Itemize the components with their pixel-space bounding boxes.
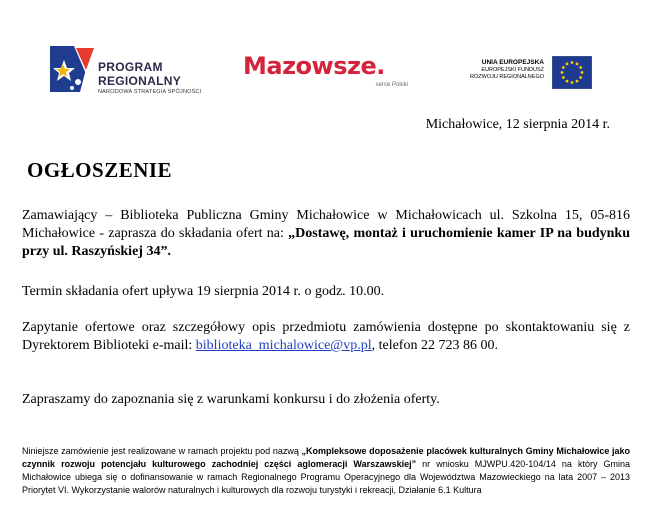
contact-paragraph [22, 319, 630, 355]
email-link[interactable]: biblioteka_michalowice@vp.pl [195, 338, 372, 353]
eu-logo [452, 56, 602, 96]
mazowsze-tagline: serce Polski [375, 82, 408, 88]
announcement-text: Zamawiający – Biblioteka Publiczna Gminy Michałowice w Michałowicach ul. Szkolna 15, 05-816 Michałowice - zaprasza do składania ofert na: [22, 208, 630, 241]
footer-note [22, 445, 630, 497]
eu-star [561, 71, 564, 74]
invitation-paragraph: Zapraszamy do zapoznania się z warunkami konkursu i do złożenia oferty. [22, 392, 440, 407]
program-regionalny-sub: NARODOWA STRATEGIA SPÓJNOŚCI [98, 89, 202, 95]
mazowsze-wordmark: Mazowsze. [243, 52, 385, 80]
eu-line2: EUROPEJSKI FUNDUSZ [481, 67, 544, 73]
footer-project-name: „Kompleksowe doposażenie placówek kulturalnych Gminy Michałowice jako czynnik rozwoju potencjału kulturowego zachodniej części aglomeracji Warszawskiej” [22, 446, 630, 469]
eu-star [562, 76, 565, 79]
program-regionalny-logo [50, 42, 250, 102]
eu-star [562, 66, 565, 69]
contact-text: Zapytanie ofertowe oraz szczegółowy opis przedmiotu zamówienia dostępne po skontaktowaniu się z Dyrektorem Biblioteki e-mail: [22, 320, 630, 353]
footer-intro: Niniejsze zamówienie jest realizowane w ramach projektu pod nazwą [22, 446, 302, 456]
eu-star [579, 66, 582, 69]
eu-star [566, 62, 569, 65]
eu-star [576, 80, 579, 83]
page-title: OGŁOSZENIE [27, 158, 173, 182]
logo-bar [0, 0, 657, 110]
eu-star [579, 76, 582, 79]
eu-line3: ROZWOJU REGIONALNEGO [470, 74, 544, 80]
eu-star [571, 61, 574, 64]
program-regionalny-line1: PROGRAM [98, 60, 163, 74]
eu-star [576, 62, 579, 65]
eu-star [566, 80, 569, 83]
eu-line1: UNIA EUROPEJSKA [481, 59, 544, 66]
eu-star [571, 81, 574, 84]
announcement-subject: „Dostawę, montaż i uruchomienie kamer IP na budynku przy ul. Raszyńskiej 34”. [22, 226, 630, 259]
document-date: Michałowice, 12 sierpnia 2014 r. [425, 117, 610, 132]
eu-star [581, 71, 584, 74]
deadline-paragraph: Termin składania ofert upływa 19 sierpnia 2014 r. o godz. 10.00. [22, 284, 385, 299]
program-regionalny-line2: REGIONALNY [98, 74, 182, 88]
mazowsze-logo [243, 52, 418, 97]
eu-flag-icon [552, 56, 592, 89]
announcement-paragraph [22, 207, 630, 261]
program-regionalny-emblem [50, 42, 96, 96]
footer-details: nr wniosku MJWPU.420-104/14 na który Gmina Michałowice ubiega się o dofinansowanie w ramach Regionalnego Programu Operacyjnego dla Województwa Mazowieckiego na lata 2007 – 2013 Priorytet VI. Wykorzystanie walorów naturalnych i kulturowych dla rozwoju turystyki i rekreacji, Działanie 6.1 Kultura [22, 459, 631, 495]
contact-phone: , telefon 22 723 86 00. [371, 338, 498, 353]
